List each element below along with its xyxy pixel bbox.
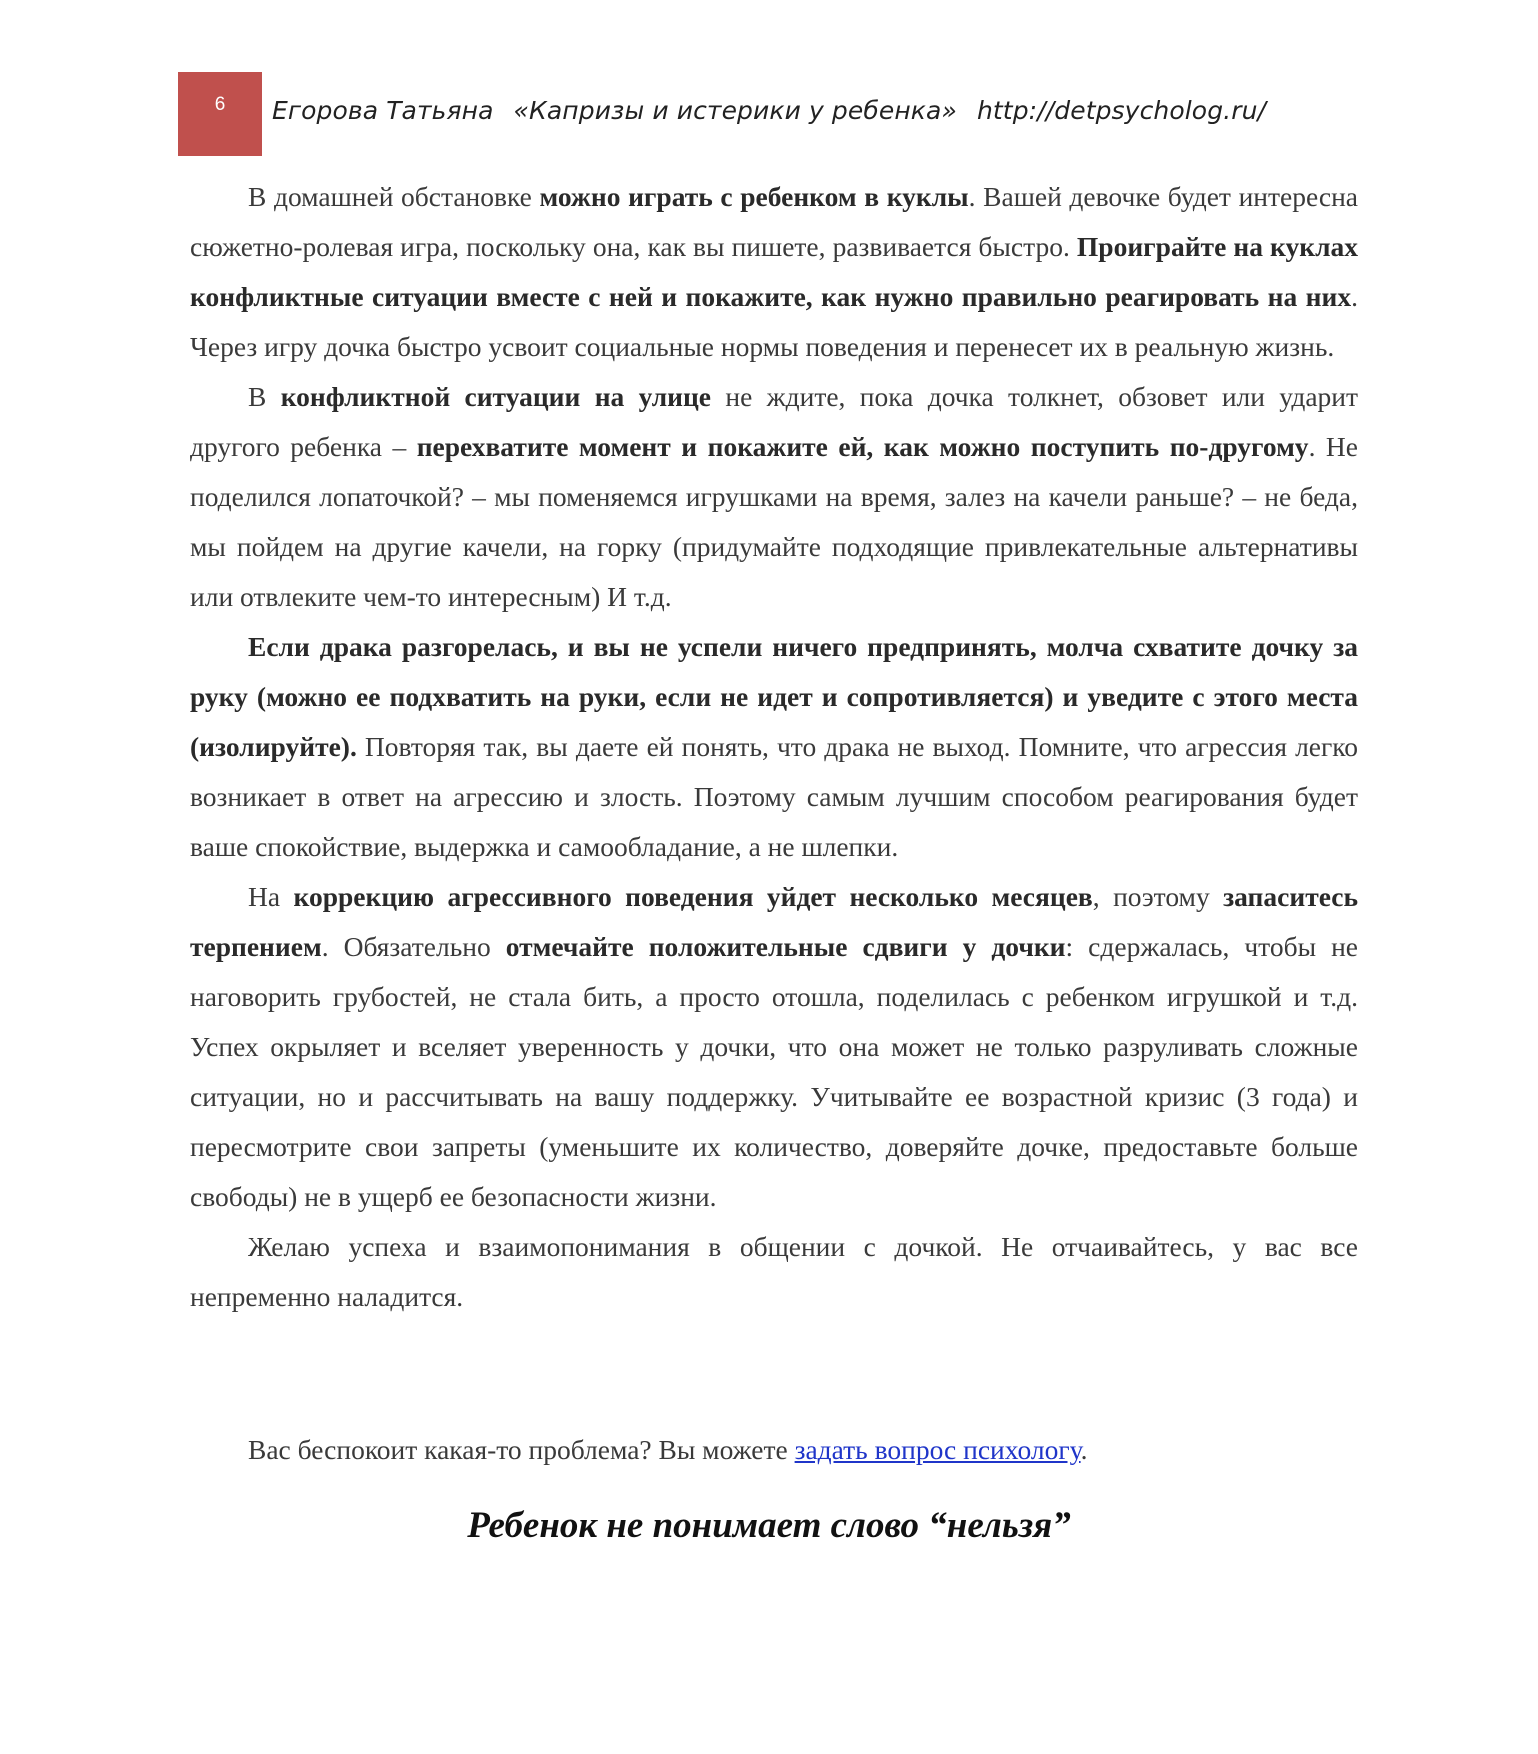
text-run: . Не поделился лопаточкой? – мы поменяемся игрушками на время, залез на качели раньше? – не беда, мы пойдем на другие качели, на горку (придумайте подходящие привлекательные альтернативы или отвлеките чем-то интересным) И т.д. bbox=[190, 431, 1358, 612]
paragraph bbox=[190, 872, 1358, 1222]
text-run: Желаю успеха и взаимопонимания в общении с дочкой. Не отчаивайтесь, у вас все непременно наладится. bbox=[190, 1231, 1358, 1312]
header-book-title: «Капризы и истерики у ребенка» bbox=[513, 96, 957, 125]
text-run: не ждите, пока дочка толкнет, обзовет или ударит другого ребенка – bbox=[190, 381, 1359, 462]
text-run: . Вашей девочке будет интересна сюжетно-ролевая игра, поскольку она, как вы пишете, развивается быстро. bbox=[190, 181, 1358, 262]
ask-psychologist-line bbox=[248, 1425, 1087, 1475]
ask-psychologist-link[interactable]: задать вопрос психологу bbox=[794, 1434, 1081, 1465]
paragraph bbox=[190, 372, 1358, 622]
bold-text: конфликтной ситуации на улице bbox=[280, 381, 712, 412]
text-run: Повторяя так, вы даете ей понять, что драка не выход. Помните, что агрессия легко возникает в ответ на агрессию и злость. Поэтому самым лучшим способом реагирования будет ваше спокойствие, выдержка и самообладание, а не шлепки. bbox=[190, 731, 1358, 862]
text-run: На bbox=[248, 881, 294, 912]
paragraph bbox=[190, 622, 1358, 872]
page-number: 6 bbox=[214, 94, 226, 115]
bold-text: можно играть с ребенком в куклы bbox=[539, 181, 969, 212]
paragraph bbox=[190, 172, 1358, 372]
header-author: Егорова Татьяна bbox=[272, 96, 494, 125]
header-url: http://detpsycholog.ru/ bbox=[976, 96, 1267, 125]
ask-prefix: Вас беспокоит какая-то проблема? Вы можете bbox=[248, 1434, 795, 1465]
bold-text: коррекцию агрессивного поведения уйдет несколько месяцев bbox=[293, 881, 1093, 912]
text-run: : сдержалась, чтобы не наговорить грубостей, не стала бить, а просто отошла, поделилась с ребенком игрушкой и т.д. Успех окрыляет и вселяет уверенность у дочки, что она может не только разруливать сложные ситуации, но и рассчитывать на вашу поддержку. Учитывайте ее возрастной кризис (3 года) и пересмотрите свои запреты (уменьшите их количество, доверяйте дочке, предоставьте больше свободы) не в ущерб ее безопасности жизни. bbox=[190, 931, 1358, 1212]
bold-text: запаситесь терпением bbox=[190, 881, 1358, 962]
bold-text: Проиграйте на куклах конфликтные ситуации вместе с ней и покажите, как нужно правильно реагировать на них bbox=[190, 231, 1359, 312]
bold-text: Если драка разгорелась, и вы не успели ничего предпринять, молча схватите дочку за руку (можно ее подхватить на руки, если не идет и сопротивляется) и уведите с этого места (изолируйте). bbox=[190, 631, 1358, 762]
bold-text: перехватите момент и покажите ей, как можно поступить по-другому bbox=[416, 431, 1309, 462]
bold-text: отмечайте положительные сдвиги у дочки bbox=[505, 931, 1066, 962]
article-body bbox=[190, 172, 1358, 1322]
paragraph bbox=[190, 1222, 1358, 1322]
text-run: . Обязательно bbox=[321, 931, 506, 962]
text-run: . Через игру дочка быстро усвоит социальные нормы поведения и перенесет их в реальную жизнь. bbox=[190, 281, 1358, 362]
text-run: В домашней обстановке bbox=[248, 181, 540, 212]
section-title: Ребенок не понимает слово “нельзя” bbox=[467, 1505, 1071, 1546]
ask-suffix: . bbox=[1080, 1434, 1088, 1465]
page-number-box bbox=[178, 72, 262, 156]
text-run: В bbox=[248, 381, 281, 412]
text-run: , поэтому bbox=[1092, 881, 1224, 912]
running-header bbox=[272, 96, 1286, 125]
